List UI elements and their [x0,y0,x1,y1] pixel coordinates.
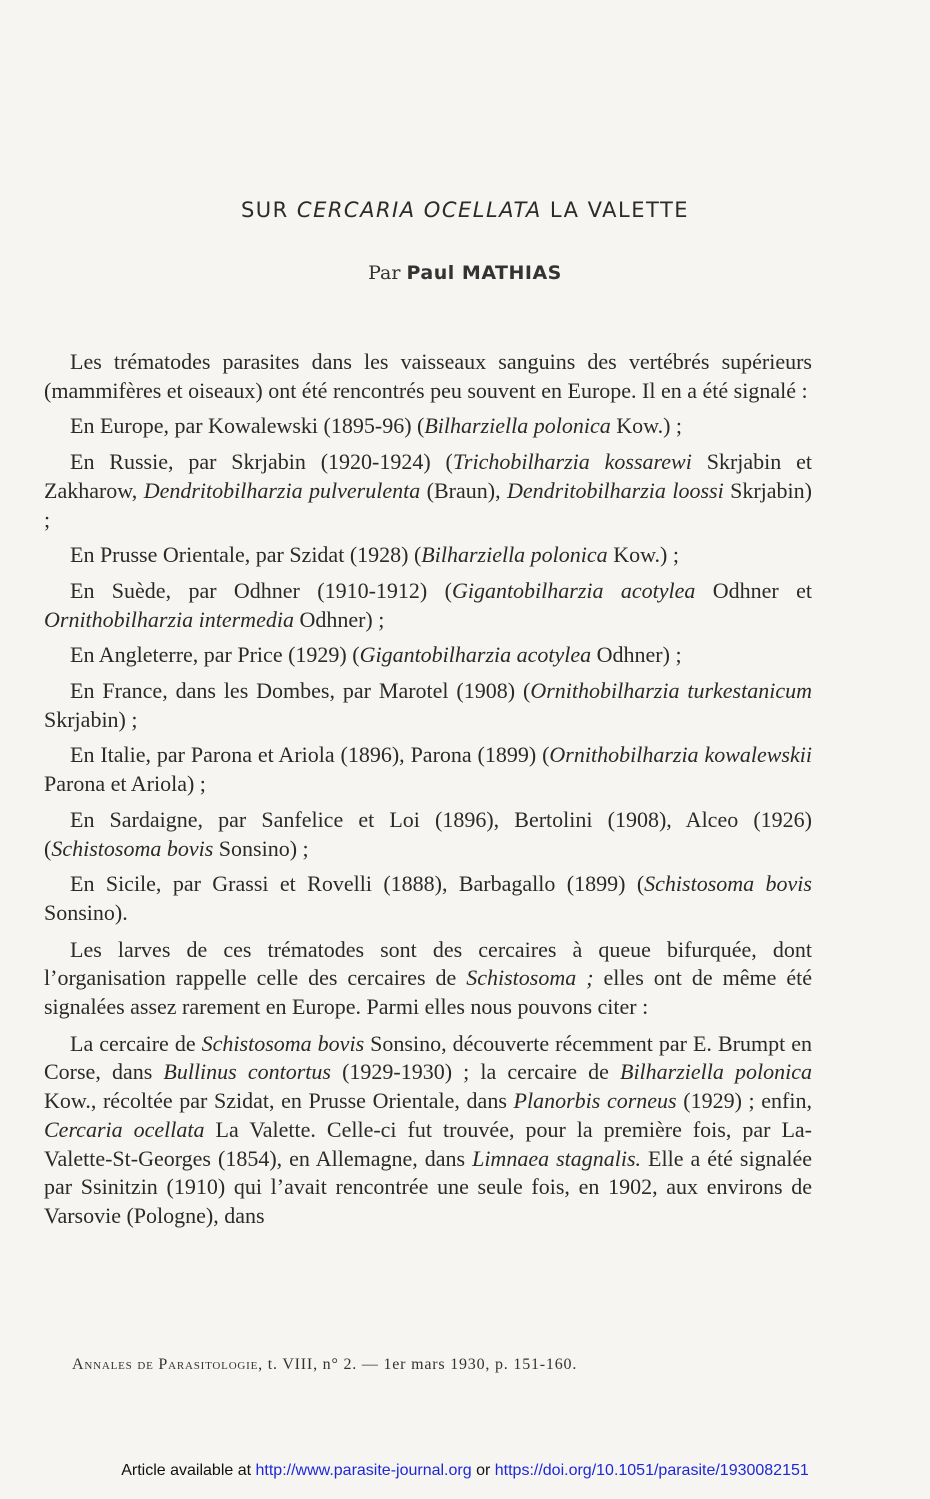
paragraph: En Sardaigne, par Sanfelice et Loi (1896), Bertolini (1908), Alceo (1926) (Schistosoma bovis Sonsino) ; [44,806,812,861]
author-by: Par [368,262,407,284]
availability-prefix: Article available at [121,1462,256,1479]
title-suffix: LA VALETTE [541,198,690,222]
paragraph: Les larves de ces trématodes sont des cercaires à queue bifurquée, dont l’organisation rappelle celle des cercaires de Schistosoma ; elles ont de même été signalées assez rarement en Europe. Parmi elles nous pouvons citer : [44,936,812,1020]
article-title [0,198,930,222]
paragraph: Les trématodes parasites dans les vaisseaux sanguins des vertébrés supérieurs (mammifères et oiseaux) ont été rencontrés peu souvent en Europe. Il en a été signalé : [44,349,812,403]
article-body [44,348,812,1238]
paragraph: La cercaire de Schistosoma bovis Sonsino, découverte récemment par E. Brumpt en Corse, dans Bullinus contortus (1929-1930) ; la cercaire de Bilharziella polonica Kow., récoltée par Szidat, en Prusse Orientale, dans Planorbis corneus (1929) ; enfin, Cercaria ocellata La Valette. Celle-ci fut trouvée, pour la première fois, par La-Valette-St-Georges (1854), en Allemagne, dans Limnaea stagnalis. Elle a été signalée par Ssinitzin (1910) qui l’avait rencontrée une seule fois, en 1902, aux environs de Varsovie (Pologne), dans [44,1030,812,1228]
author-line [0,262,930,284]
journal-details: t. VIII, n° 2. — 1er mars 1930, p. 151-160. [262,1356,578,1373]
journal-footer [72,1356,577,1374]
title-prefix: SUR [240,198,297,222]
doi-link[interactable]: https://doi.org/10.1051/parasite/1930082151 [494,1462,809,1479]
paragraph: En Prusse Orientale, par Szidat (1928) (Bilharziella polonica Kow.) ; [70,542,679,568]
title-species: CERCARIA OCELLATA [296,198,542,222]
author-name: Paul MATHIAS [406,262,562,284]
paragraph: En Suède, par Odhner (1910-1912) (Gigantobilharzia acotylea Odhner et Ornithobilharzia intermedia Odhner) ; [44,577,813,632]
journal-link[interactable]: http://www.parasite-journal.org [255,1462,472,1479]
journal-name: Annales de Parasitologie, [72,1356,263,1373]
article-availability [0,1462,930,1480]
paragraph: En Europe, par Kowalewski (1895-96) (Bilharziella polonica Kow.) ; [70,413,683,439]
paragraph: En Sicile, par Grassi et Rovelli (1888), Barbagallo (1899) (Schistosoma bovis Sonsino). [44,871,812,925]
paragraph: En France, dans les Dombes, par Marotel (1908) (Ornithobilharzia turkestanicum Skrjabin) ; [44,678,812,732]
availability-or: or [471,1462,495,1479]
paragraph: En Italie, par Parona et Ariola (1896), Parona (1899) (Ornithobilharzia kowalewskii Parona et Ariola) ; [44,742,812,797]
paragraph: En Angleterre, par Price (1929) (Gigantobilharzia acotylea Odhner) ; [70,642,682,668]
paragraph: En Russie, par Skrjabin (1920-1924) (Trichobilharzia kossarewi Skrjabin et Zakharow, Dendritobilharzia pulverulenta (Braun), Dendritobilharzia loossi Skrjabin) ; [44,449,812,532]
